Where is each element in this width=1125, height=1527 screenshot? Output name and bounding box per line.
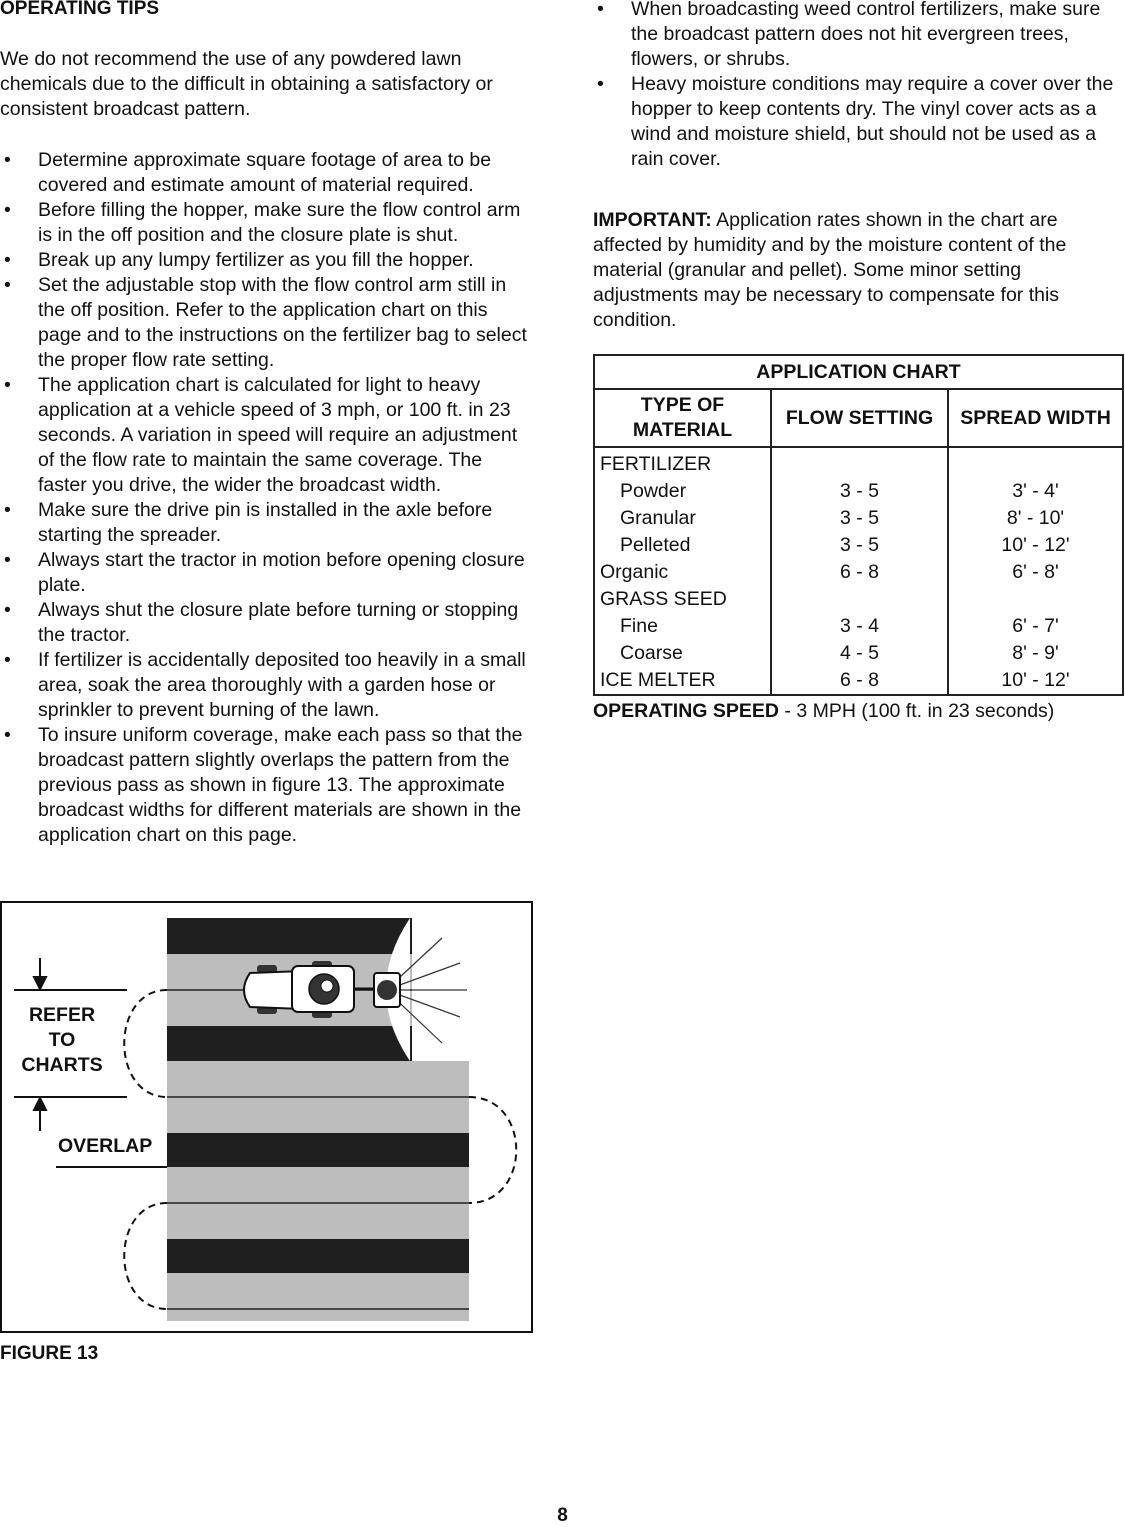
bullet-icon: • xyxy=(597,73,604,95)
tip-text: To insure uniform coverage, make each pass so that the broadcast pattern slightly overlaps the pattern from the previous pass as shown in figure 13. The approximate broadcast widths for different materials are shown in the application chart on this page. xyxy=(38,724,523,846)
operating-tips-heading: OPERATING TIPS xyxy=(0,0,160,19)
figure-13 xyxy=(0,901,533,1333)
flow-cell xyxy=(772,586,947,613)
header-flow: FLOW SETTING xyxy=(771,389,948,447)
tip-text: Before filling the hopper, make sure the flow control arm is in the off position and the closure plate is shut. xyxy=(38,199,521,246)
bullet-icon: • xyxy=(4,549,11,571)
flow-cell: 3 - 4 xyxy=(839,615,880,637)
tip-text: Determine approximate square footage of area to be covered and estimate amount of material required. xyxy=(38,149,492,196)
tip-text: Heavy moisture conditions may require a cover over the hopper to keep contents dry. The vinyl cover acts as a wind and moisture shield, but should not be used as a rain cover. xyxy=(631,73,1114,170)
tip-item xyxy=(593,0,1125,72)
overlap-label: OVERLAP xyxy=(58,1135,153,1157)
width-cell xyxy=(949,586,1122,613)
flow-cell: 6 - 8 xyxy=(839,561,880,583)
flow-cell xyxy=(772,451,947,478)
material-cell: Pelleted xyxy=(620,534,691,556)
tip-text: Make sure the drive pin is installed in the axle before starting the spreader. xyxy=(38,499,493,546)
bullet-icon: • xyxy=(4,374,11,396)
bullet-icon: • xyxy=(4,274,11,296)
tip-item xyxy=(0,248,530,273)
material-cell: Fine xyxy=(620,615,658,637)
bullet-icon: • xyxy=(4,724,11,746)
intro-paragraph: We do not recommend the use of any powdered lawn chemicals due to the difficult in obtaining a satisfactory or consistent broadcast pattern. xyxy=(0,48,493,120)
figure-caption: FIGURE 13 xyxy=(0,1343,99,1364)
material-cell: GRASS SEED xyxy=(600,588,727,610)
material-column xyxy=(594,447,771,695)
tip-item xyxy=(0,548,530,598)
tip-text: Always shut the closure plate before turning or stopping the tractor. xyxy=(38,599,519,646)
tip-item xyxy=(0,498,530,548)
flow-cell: 3 - 5 xyxy=(839,480,880,502)
operating-speed xyxy=(593,700,1054,723)
flow-cell: 6 - 8 xyxy=(839,669,880,691)
width-column xyxy=(948,447,1123,695)
tips-list-right xyxy=(593,0,1125,172)
tip-item xyxy=(0,598,530,648)
important-text: Application rates shown in the chart are affected by humidity and by the moisture content of the material (granular and pellet). Some minor setting adjustments may be necessary to compensate for this condition. xyxy=(593,209,1067,331)
important-label: IMPORTANT: xyxy=(593,209,712,231)
tip-text: Always start the tractor in motion before opening closure plate. xyxy=(38,549,525,596)
material-cell: FERTILIZER xyxy=(600,453,712,475)
spread-pattern-illustration xyxy=(2,903,531,1331)
tip-item xyxy=(0,648,530,723)
refer-line-3: CHARTS xyxy=(21,1054,103,1076)
flow-cell: 3 - 5 xyxy=(839,507,880,529)
width-cell: 10' - 12' xyxy=(1001,669,1070,691)
chart-title: APPLICATION CHART xyxy=(594,355,1123,389)
header-material: TYPE OF MATERIAL xyxy=(594,389,771,447)
op-speed-label: OPERATING SPEED xyxy=(593,700,780,722)
flow-cell: 4 - 5 xyxy=(839,642,880,664)
bullet-icon: • xyxy=(597,0,604,20)
tips-list-left xyxy=(0,148,530,848)
tip-text: The application chart is calculated for light to heavy application at a vehicle speed of 3 mph, or 100 ft. in 23 seconds. A variation in speed will require an adjustment of the flow rate to maintain the same coverage. The faster you drive, the wider the broadcast width. xyxy=(38,374,518,496)
refer-to-charts-label xyxy=(10,1003,114,1078)
refer-line-1: REFER xyxy=(28,1004,96,1026)
material-cell: Coarse xyxy=(620,642,683,664)
material-cell: Organic xyxy=(600,561,669,583)
application-chart xyxy=(593,354,1124,696)
tip-item xyxy=(0,198,530,248)
width-cell: 6' - 7' xyxy=(1012,615,1059,637)
tip-text: Break up any lumpy fertilizer as you fill the hopper. xyxy=(38,249,474,271)
important-note xyxy=(593,208,1125,333)
page-number: 8 xyxy=(557,1505,568,1526)
bullet-icon: • xyxy=(4,499,11,521)
refer-line-2: TO xyxy=(48,1029,76,1051)
tip-item xyxy=(593,72,1125,172)
bullet-icon: • xyxy=(4,599,11,621)
tip-text: Set the adjustable stop with the flow control arm still in the off position. Refer to the application chart on this page and to the instructions on the fertilizer bag to select the proper flow rate setting. xyxy=(38,274,527,371)
material-cell: Granular xyxy=(620,507,696,529)
width-cell: 8' - 9' xyxy=(1012,642,1059,664)
flow-cell: 3 - 5 xyxy=(839,534,880,556)
width-cell xyxy=(949,451,1122,478)
op-speed-text: - 3 MPH (100 ft. in 23 seconds) xyxy=(779,700,1055,722)
tip-text: When broadcasting weed control fertilizers, make sure the broadcast pattern does not hit evergreen trees, flowers, or shrubs. xyxy=(631,0,1101,70)
material-cell: Powder xyxy=(620,480,687,502)
tip-item xyxy=(0,273,530,373)
width-cell: 10' - 12' xyxy=(1001,534,1070,556)
bullet-icon: • xyxy=(4,199,11,221)
tip-text: If fertilizer is accidentally deposited too heavily in a small area, soak the area thoroughly with a garden hose or sprinkler to prevent burning of the lawn. xyxy=(38,649,526,721)
tip-item xyxy=(0,148,530,198)
header-width: SPREAD WIDTH xyxy=(948,389,1123,447)
tip-item xyxy=(0,373,530,498)
flow-column xyxy=(771,447,948,695)
width-cell: 6' - 8' xyxy=(1012,561,1059,583)
width-cell: 3' - 4' xyxy=(1012,480,1059,502)
width-cell: 8' - 10' xyxy=(1006,507,1065,529)
material-cell: ICE MELTER xyxy=(600,669,716,691)
lower-pass-stripes xyxy=(167,1061,469,1321)
tip-item xyxy=(0,723,530,848)
bullet-icon: • xyxy=(4,149,11,171)
bullet-icon: • xyxy=(4,649,11,671)
bullet-icon: • xyxy=(4,249,11,271)
